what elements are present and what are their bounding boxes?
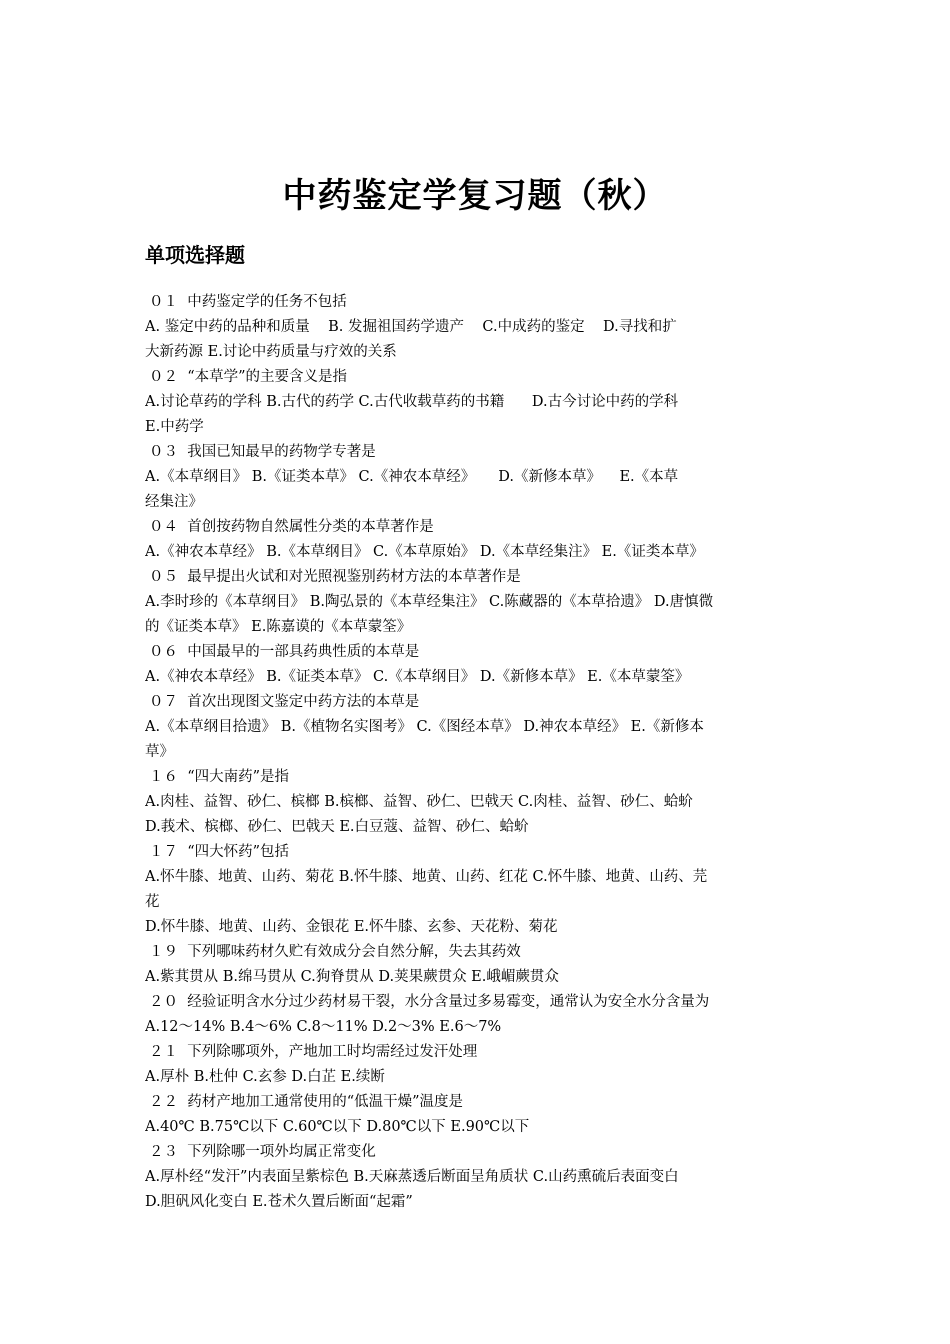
question-stem: ２１ 下列除哪项外，产地加工时均需经过发汗处理 — [149, 1044, 478, 1060]
answer-options: E.中药学 — [145, 419, 204, 435]
answer-options: A.《本草纲目》 B.《证类本草》 C.《神农本草经》 D.《新修本草》 E.《本草 — [145, 469, 679, 485]
question-stem: ２２ 药材产地加工通常使用的“低温干燥”温度是 — [149, 1094, 464, 1110]
question-stem: ２０ 经验证明含水分过少药材易干裂，水分含量过多易霉变，通常认为安全水分含量为 — [149, 994, 710, 1010]
question-stem: ０３ 我国已知最早的药物学专著是 — [149, 444, 376, 460]
question-stem: ０２ “本草学”的主要含义是指 — [149, 369, 348, 385]
answer-options: A.《神农本草经》 B.《证类本草》 C.《本草纲目》 D.《新修本草》 E.《本草蒙筌》 — [145, 669, 690, 685]
question-list — [145, 290, 805, 1215]
answer-options: D.怀牛膝、地黄、山药、金银花 E.怀牛膝、玄参、天花粉、菊花 — [145, 919, 558, 935]
question-stem: ０１ 中药鉴定学的任务不包括 — [149, 294, 347, 310]
answer-options: D.莪术、槟榔、砂仁、巴戟天 E.白豆蔻、益智、砂仁、蛤蚧 — [145, 819, 529, 835]
answer-options: D.胆矾风化变白 E.苍术久置后断面“起霜” — [145, 1194, 413, 1210]
document-title: 中药鉴定学复习题（秋） — [282, 176, 668, 216]
answer-options: A. 鉴定中药的品种和质量 B. 发掘祖国药学遗产 C.中成药的鉴定 D.寻找和扩 — [145, 319, 677, 335]
answer-options: 花 — [145, 894, 160, 910]
answer-options: 的《证类本草》 E.陈嘉谟的《本草蒙筌》 — [145, 619, 412, 635]
question-stem: ２３ 下列除哪一项外均属正常变化 — [149, 1144, 376, 1160]
answer-options: A.李时珍的《本草纲目》 B.陶弘景的《本草经集注》 C.陈藏器的《本草拾遗》 D.唐慎微 — [145, 594, 714, 610]
question-stem: ０５ 最早提出火试和对光照视鉴别药材方法的本草著作是 — [149, 569, 521, 585]
question-stem: ０６ 中国最早的一部具药典性质的本草是 — [149, 644, 420, 660]
answer-options: A.肉桂、益智、砂仁、槟榔 B.槟榔、益智、砂仁、巴戟天 C.肉桂、益智、砂仁、蛤蚧 — [145, 794, 693, 810]
answer-options: A.怀牛膝、地黄、山药、菊花 B.怀牛膝、地黄、山药、红花 C.怀牛膝、地黄、山药、芫 — [145, 869, 708, 885]
answer-options: A.紫萁贯从 B.绵马贯从 C.狗脊贯从 D.荚果蕨贯众 E.峨嵋蕨贯众 — [145, 969, 559, 985]
answer-options: A.讨论草药的学科 B.古代的药学 C.古代收载草药的书籍 D.古今讨论中药的学科 — [145, 394, 679, 410]
answer-options: 草》 — [145, 744, 174, 760]
answer-options: 经集注》 — [145, 494, 203, 510]
question-stem: １９ 下列哪味药材久贮有效成分会自然分解，失去其药效 — [149, 944, 521, 960]
question-stem: ０７ 首次出现图文鉴定中药方法的本草是 — [149, 694, 420, 710]
question-stem: １７ “四大怀药”包括 — [149, 844, 290, 860]
question-stem: ０４ 首创按药物自然属性分类的本草著作是 — [149, 519, 434, 535]
answer-options: A.厚朴经“发汗”内表面呈紫棕色 B.天麻蒸透后断面呈角质状 C.山药熏硫后表面变白 — [145, 1169, 679, 1185]
answer-options: A.《神农本草经》 B.《本草纲目》 C.《本草原始》 D.《本草经集注》 E.《证类本草》 — [145, 544, 704, 560]
section-heading: 单项选择题 — [145, 243, 245, 267]
answer-options: A.厚朴 B.杜仲 C.玄参 D.白芷 E.续断 — [145, 1069, 385, 1085]
answer-options: A.12～14% B.4～6% C.8～11% D.2～3% E.6～7% — [145, 1019, 502, 1035]
question-stem: １６ “四大南药”是指 — [149, 769, 290, 785]
answer-options: A.《本草纲目拾遗》 B.《植物名实图考》 C.《图经本草》 D.神农本草经》 E.《新修本 — [145, 719, 704, 735]
answer-options: 大新药源 E.讨论中药质量与疗效的关系 — [145, 344, 397, 360]
answer-options: A.40℃ B.75℃以下 C.60℃以下 D.80℃以下 E.90℃以下 — [145, 1119, 530, 1135]
